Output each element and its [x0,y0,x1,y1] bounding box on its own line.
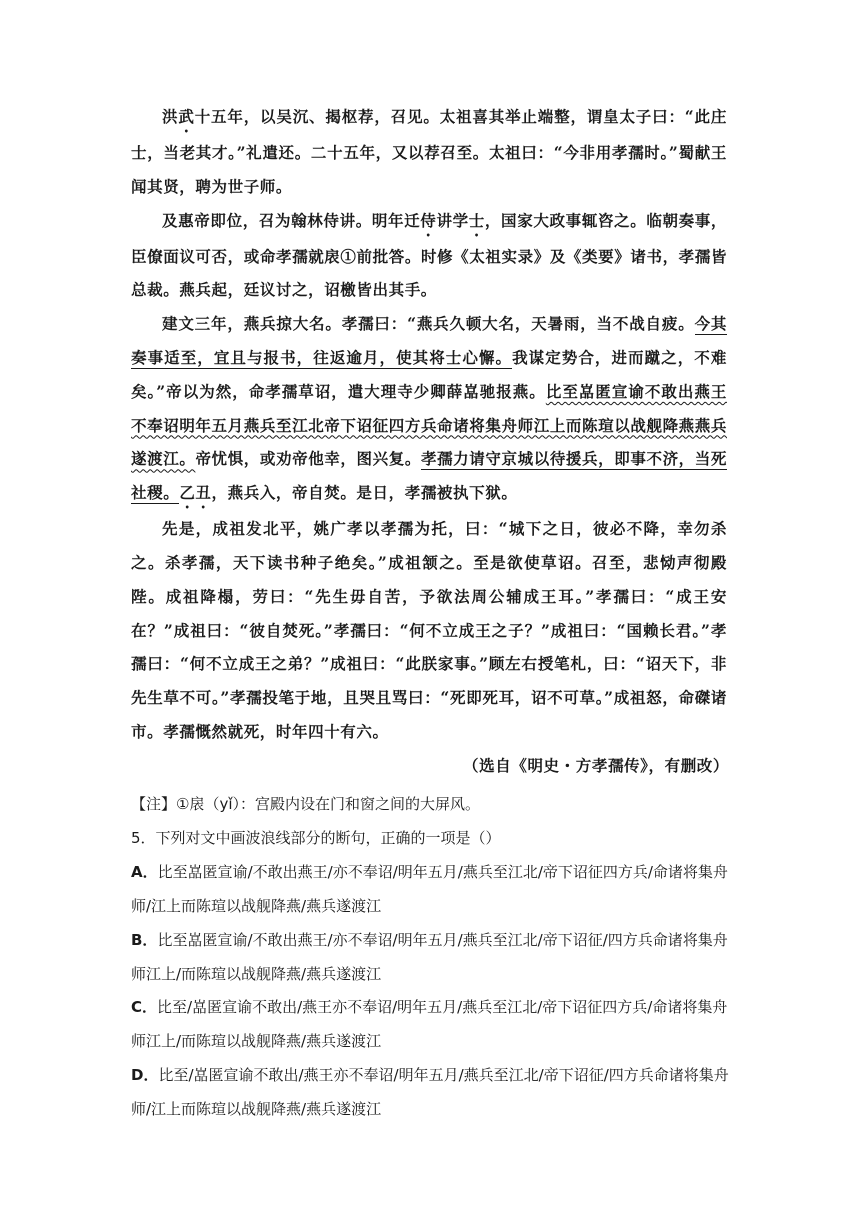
option-text: 比至/嵓匿宣谕不敢出/燕王亦不奉诏/明年五月/燕兵至江北/帝下诏征四方兵/命诸将集舟师江上/而陈瑄以战舰降燕/燕兵遂渡江 [131,998,728,1051]
paragraph-4: 先是，成祖发北平，姚广孝以孝孺为托，曰：“城下之日，彼必不降，幸勿杀之。杀孝孺，天下读书种子绝矣。”成祖颔之。至是欲使草诏。召至，悲恸声彻殿陛。成祖降榻，劳曰：“先生毋自苦，予欲法周公辅成王耳。”孝孺曰：“成王安在？”成祖曰：“彼自焚死。”孝孺曰：“何不立成王之子？”成祖曰：“国赖长君。”孝孺曰：“何不立成王之弟？”成祖曰：“此朕家事。”顾左右授笔札，曰：“诏天下，非先生草不可。”孝孺投笔于地，且哭且骂曰：“死即死耳，诏不可草。”成祖怒，命磔诸市。孝孺慨然就死，时年四十有六。 [131,519,727,741]
text-run: 帝忧惧，或劝帝他幸，图兴复。 [195,449,421,469]
wavy-underlined-passage: 比至嵓匿宣谕不敢出燕王不奉诏明年五月燕兵至江北帝下诏征四方兵命诸将集舟师江上而陈瑄以战舰降燕燕兵遂渡江。 [131,381,727,469]
option-letter: D． [131,1066,159,1085]
option-text: 比至/嵓匿宣谕不敢出/燕王亦不奉诏/明年五月/燕兵至江北/帝下诏征/四方兵命诸将集舟师/江上而陈瑄以战舰降燕/燕兵遂渡江 [131,1066,729,1119]
paragraph-1 [131,100,727,204]
emphasis-dot-char: 侍 [420,210,437,230]
text-run: ，国家大政事辄咨之。临朝奏事，臣僚面议可否，或命孝孺就扆①前批答。时修《太祖实录》及《类要》诸书，孝孺皆总裁。燕兵起，廷议讨之，诏檄皆出其手。 [131,210,728,300]
option-d[interactable] [131,1059,731,1127]
option-letter: C． [131,998,158,1017]
text-run: ，燕兵入，帝自焚。是日，孝孺被执下狱。 [211,483,518,503]
option-text: 比至嵓匿宣谕/不敢出燕王/亦不奉诏/明年五月/燕兵至江北/帝下诏征四方兵/命诸将集舟师/江上而陈瑄以战舰降燕/燕兵遂渡江 [131,862,728,915]
annotation-note: 【注】①扆（yǐ）：宫殿内设在门和窗之间的大屏风。 [131,795,480,813]
emphasis-dot-char: 乙 [179,483,196,503]
question-block [131,788,731,1127]
option-b[interactable] [131,924,731,992]
option-a[interactable] [131,856,731,924]
underlined-sentence: 孝孺力请守京城以待援兵，即事不济，当死社稷。 [131,449,727,503]
passage [131,100,727,749]
paragraph-2 [131,204,727,308]
text-run: 及惠帝即位，召为翰林侍讲。明年迁 [162,210,421,230]
underlined-sentence: 今其奏事适至，宜且与报书，往返逾月，使其将士心懈。 [131,314,728,367]
emphasis-dot-char: 丑 [195,483,212,503]
emphasis-dot-char: 武 [178,107,195,126]
option-text: 比至嵓匿宣谕/不敢出燕王/亦不奉诏/明年五月/燕兵至江北/帝下诏征/四方兵命诸将集舟师江上/而陈瑄以战舰降燕/燕兵遂渡江 [131,930,728,983]
text-run: 洪 [162,107,179,126]
text-run: 建文三年，燕兵掠大名。孝孺曰：“燕兵久顿大名，天暑雨，当不战自疲。 [162,314,695,334]
text-run: 我谋定势合，进而蹴之，不难矣。”帝以为然，命孝孺草诏，遣大理寺少卿薛嵓驰报燕。 [131,347,727,401]
text-run: 十五年，以吴沉、揭枢荐，召见。太祖喜其举止端整，谓皇太子曰：“此庄士，当老其才。”礼遣还。二十五年，又以荐召至。太祖曰：“今非用孝孺时。”蜀献王闻其贤，聘为世子师。 [131,107,727,196]
emphasis-dot-char: 士 [468,210,485,230]
source-citation: （选自《明史・方孝孺传》，有删改） [463,756,729,775]
paragraph-3 [131,307,727,512]
option-letter: B． [131,930,158,949]
question-text: 5．下列对文中画波浪线部分的断句，正确的一项是（） [131,828,501,847]
option-letter: A． [131,862,158,881]
text-run: 讲学 [436,210,469,230]
option-c[interactable] [131,991,731,1059]
